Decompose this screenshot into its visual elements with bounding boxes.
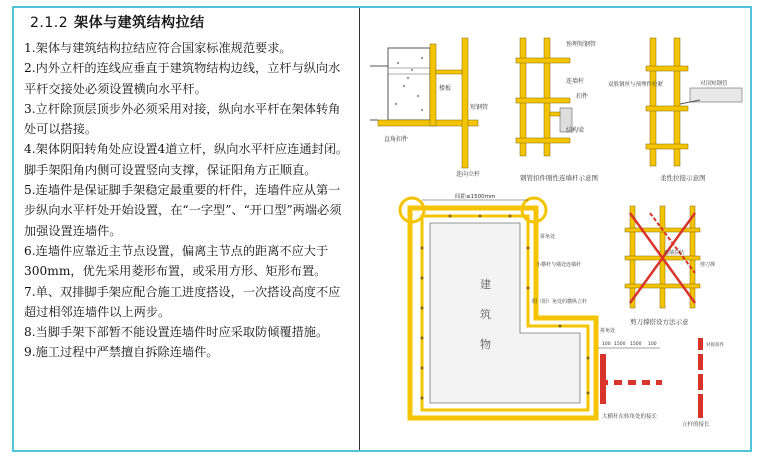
caption-rigid-wall-tie: 钢管扣件刚性连墙杆示意图 bbox=[520, 174, 598, 182]
label-short-pipe: 短钢管 bbox=[470, 104, 489, 111]
dim-100-a: 100 bbox=[602, 342, 611, 347]
label-building-3: 物 bbox=[480, 338, 491, 351]
diagram-upright-extension bbox=[682, 338, 724, 428]
diagram-crossbar-extension bbox=[598, 341, 662, 420]
label-structural-beam: 结构梁 bbox=[566, 127, 585, 134]
label-butt-coupler: 对接扣件 bbox=[706, 343, 724, 348]
paragraph-1: 1.架体与建筑结构拉结应符合国家标准规范要求。 bbox=[24, 41, 292, 55]
dim-100-b: 100 bbox=[648, 342, 657, 347]
page-frame bbox=[12, 6, 752, 452]
paragraph-5: 5.连墙件是保证脚手架稳定最重要的杆件，连墙件应从第一步纵向水平杆处开始设置，在“一字型”、“开口型”两端必须加强设置连墙件。 bbox=[24, 183, 342, 238]
caption-upright-extension: 立杆的接长 bbox=[682, 422, 710, 428]
paragraph-9: 9.施工过程中严禁擅自拆除连墙件。 bbox=[24, 345, 219, 360]
paragraph-4: 4.架体阴阳转角处应设置4道立杆，纵向水平杆应连通封闭。脚手架阳角内侧可设置竖向支撑，保证阳角方正顺直。 bbox=[24, 142, 349, 177]
figure-column bbox=[360, 8, 750, 450]
label-coupler: 扣件 bbox=[576, 93, 589, 100]
label-embedded-pipe: 预埋短钢管 bbox=[566, 41, 597, 48]
label-opposing-pipe: 对顶短钢管 bbox=[700, 81, 728, 87]
label-scissor-brace: 剪刀撑 bbox=[700, 262, 716, 268]
label-right-angle-coupler: 直角扣件 bbox=[384, 136, 409, 143]
caption-crossbar-extension: 大横杆在转角处的接长 bbox=[602, 414, 658, 420]
label-building-2: 筑 bbox=[480, 308, 491, 321]
paragraph-3: 3.立杆除顶层顶步外必须采用对接，纵向水平杆在架体转角处可以搭接。 bbox=[24, 101, 341, 137]
diagram-rigid-wall-tie bbox=[516, 38, 599, 182]
diagram-building-plan bbox=[400, 192, 615, 418]
diagram-flexible-tie bbox=[608, 38, 742, 182]
label-building-1: 建 bbox=[480, 278, 491, 291]
section-title: 架体与建筑结构拉结 bbox=[74, 15, 205, 31]
caption-flexible-tie: 柔性拉接示意图 bbox=[660, 174, 706, 182]
caption-scissor-bracing: 剪刀撑搭设方法示意 bbox=[630, 318, 689, 326]
label-to-upright: 连向立杆 bbox=[456, 171, 481, 178]
paragraph-2: 2.内外立杆的连线应垂直于建筑物结构边线，立杆与纵向水平杆交接处必须设置横向水平杆。 bbox=[24, 61, 341, 96]
paragraph-8: 8.当脚手架下部暂不能设置连墙件时应采取防倾覆措施。 bbox=[24, 325, 329, 340]
section-number: 2.1.2 bbox=[30, 15, 69, 31]
paragraph-6: 6.连墙件应靠近主节点设置，偏离主节点的距离不应大于300mm，优先采用菱形布置，或采用方形、矩形布置。 bbox=[24, 243, 329, 279]
label-small-crossbar: 小横杆与墙处连墙杆 bbox=[536, 262, 582, 268]
dim-1500-b: 1500 bbox=[630, 342, 642, 347]
label-steel-wire: 双股钢丝与预埋件拉紧 bbox=[608, 82, 664, 88]
label-wall-tie-rod: 连墙杆 bbox=[566, 78, 585, 85]
label-corner-bottom: 拼角处 bbox=[600, 328, 616, 334]
section-heading bbox=[30, 12, 349, 32]
diagrams-panel bbox=[360, 8, 750, 450]
text-column bbox=[14, 8, 360, 450]
diagram-wall-tie-plan bbox=[370, 38, 488, 178]
label-inner-corner: 阴（阳）角处的横纵立杆 bbox=[532, 299, 588, 305]
paragraph-7: 7.单、双排脚手架应配合施工进度搭设，一次搭设高度不应超过相邻连墙件以上两步。 bbox=[24, 284, 341, 319]
label-spacing: 间距≤1500mm bbox=[455, 194, 496, 200]
label-floor-slab: 楼板 bbox=[439, 85, 452, 92]
diagram-scissor-bracing bbox=[625, 206, 715, 326]
dim-1500-a: 1500 bbox=[614, 342, 626, 347]
label-corner-top: 拼角处 bbox=[540, 234, 556, 240]
label-wall-tie-node: 连墙拉结 bbox=[664, 250, 685, 256]
